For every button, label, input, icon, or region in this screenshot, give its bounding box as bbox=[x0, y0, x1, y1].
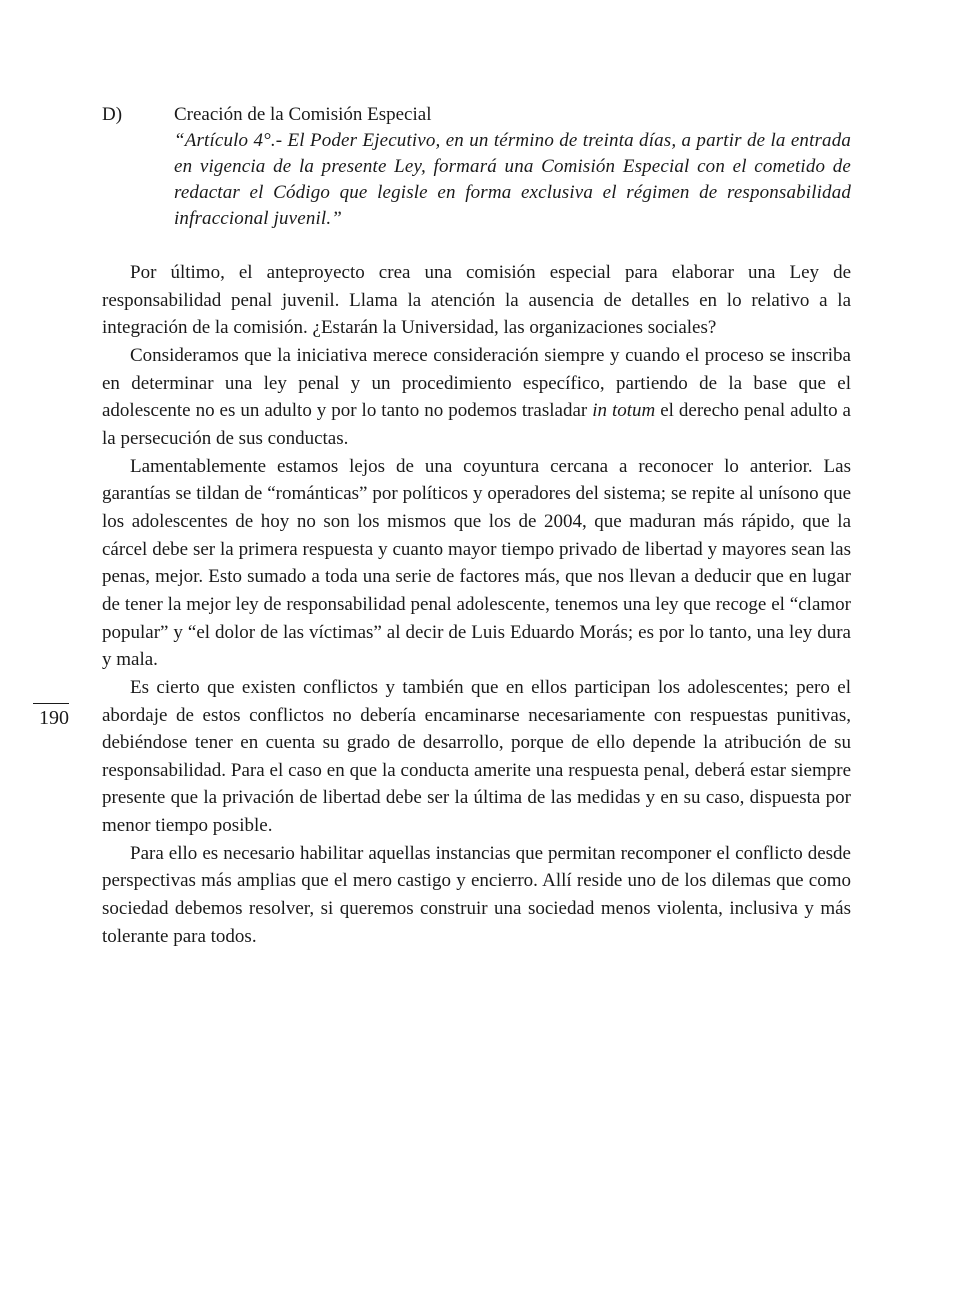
body-text bbox=[102, 259, 851, 950]
paragraph-5: Para ello es necesario habilitar aquellas instancias que permitan recomponer el conflicto desde perspectivas más amplias que el mero castigo y encierro. Allí reside uno de los dilemas que como sociedad debemos resolver, si queremos construir una sociedad menos violenta, inclusiva y más tolerante para todos. bbox=[102, 842, 851, 947]
paragraph-4: Es cierto que existen conflictos y también que en ellos participan los adolescentes; pero el abordaje de estos conflictos no debería encaminarse necesariamente con respuestas punitivas, debiéndose tener en cuenta su grado de desarrollo, porque de ello depende la atribución de su responsabilidad. Para el caso en que la conducta amerite una respuesta penal, deberá estar siempre presente que la privación de libertad debe ser la última de las medidas y en su caso, dispuesta por menor tiempo posible. bbox=[102, 676, 851, 837]
section-title: Creación de la Comisión Especial bbox=[174, 104, 432, 125]
page-number: 190 bbox=[39, 707, 69, 729]
paragraph-1: Por último, el anteproyecto crea una comisión especial para elaborar una Ley de responsabilidad penal juvenil. Llama la atención la ausencia de detalles en lo relativo a la integración de la comisión. ¿Estarán la Universidad, las organizaciones sociales? bbox=[102, 262, 851, 339]
paragraph-2-text-end: el derecho penal adulto a la persecución de sus conductas. bbox=[102, 400, 851, 449]
section-letter: D) bbox=[102, 104, 123, 125]
page-number-rule bbox=[33, 703, 69, 704]
paragraph-2 bbox=[102, 342, 851, 453]
paragraph-2-text-start: Consideramos que la iniciativa merece consideración siempre y cuando el proceso se inscriba en determinar una ley penal y un procedimiento específico, partiendo de la base que el adolescente no es un adulto y por lo tanto no podemos trasladar bbox=[102, 344, 851, 422]
paragraph-3: Lamentablemente estamos lejos de una coyuntura cercana a reconocer lo anterior. Las garantías se tildan de “románticas” por políticos y operadores del sistema; se repite al unísono que los adolescentes de hoy no son los mismos que los de 2004, que maduran más rápido, que la cárcel debe ser la primera respuesta y cuanto mayor tiempo privado de libertad y mayores sean las penas, mejor. Esto sumado a toda una serie de factores más, que nos llevan a deducir que en lugar de tener la mejor ley de responsabilidad penal adolescente, tenemos una ley que recoge el “clamor popular” y “el dolor de las víctimas” al decir de Luis Eduardo Morás; es por lo tanto, una ley dura y mala. bbox=[102, 455, 851, 671]
article-quote: “Artículo 4°.- El Poder Ejecutivo, en un término de treinta días, a partir de la entrada en vigencia de la presente Ley, formará una Comisión Especial con el cometido de redactar el Código que legisle en forma exclusiva el régimen de responsabilidad infraccional juvenil.” bbox=[174, 130, 851, 229]
paragraph-2-emphasis: in totum bbox=[592, 400, 656, 422]
